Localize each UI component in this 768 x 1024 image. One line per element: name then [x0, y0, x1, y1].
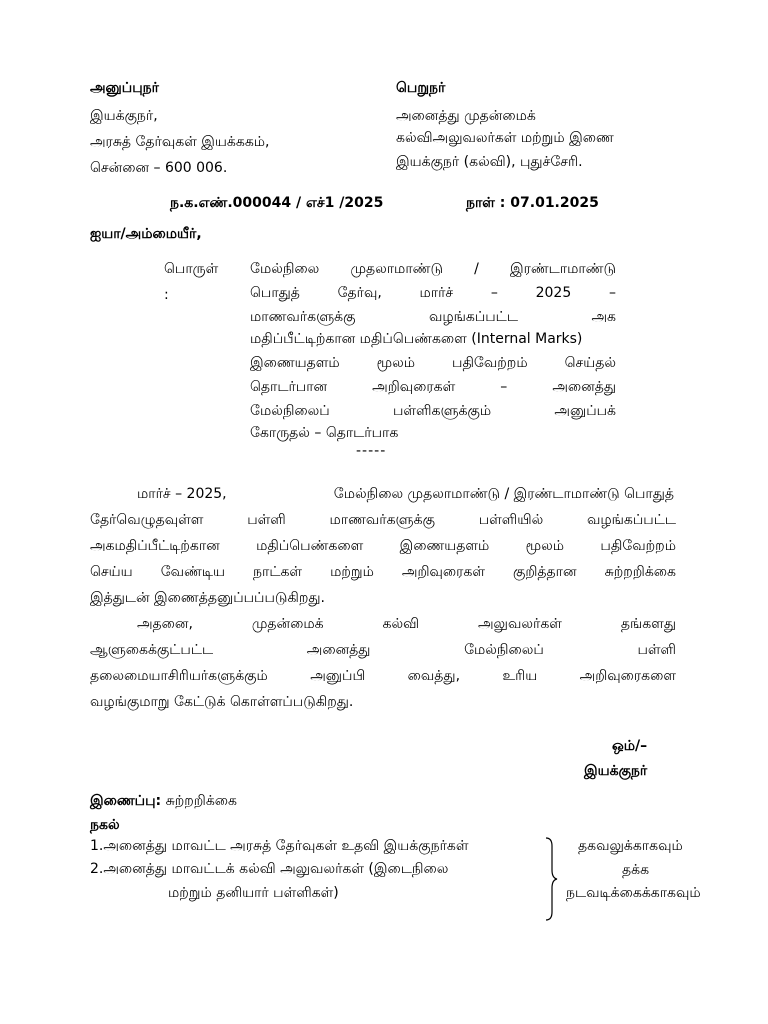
salutation: ஐயா/அம்மையீர், — [90, 226, 202, 242]
from-line-2: அரசுத் தேர்வுகள் இயக்ககம், — [90, 134, 270, 150]
copy-item-2-line-1: 2.அனைத்து மாவட்டக் கல்வி அலுவலர்கள் (இடைநிலை — [90, 861, 449, 877]
to-line-1: அனைத்து முதன்மைக் — [396, 108, 536, 124]
para1-line-1b: மேல்நிலை முதலாமாண்டு / இரண்டாமாண்டு பொதுத் — [333, 486, 674, 502]
para1-line-3: அகமதிப்பீட்டிற்கான மதிப்பெண்களை இணையதளம் மூலம் பதிவேற்றம் — [90, 538, 676, 554]
para1-line-2: தேர்வெழுதவுள்ள பள்ளி மாணவர்களுக்கு பள்ளியில் வழங்கப்பட்ட — [90, 512, 676, 528]
subject-line-6: தொடர்பான அறிவுரைகள் – அனைத்து — [250, 379, 616, 395]
copy-purpose-line-2: தக்க — [622, 862, 650, 878]
enclosure-value: சுற்றறிக்கை — [165, 793, 237, 809]
para1-line-5: இத்துடன் இணைத்தனுப்பப்படுகிறது. — [90, 590, 325, 606]
para2-line-2: ஆளுகைக்குட்பட்ட அனைத்து மேல்நிலைப் பள்ளி — [90, 642, 676, 658]
subject-line-1: மேல்நிலை முதலாமாண்டு / இரண்டாமாண்டு — [250, 261, 616, 277]
reference-number: ந.க.எண்.000044 / எச்1 /2025 — [170, 195, 384, 211]
enclosure-label: இணைப்பு: — [90, 793, 162, 809]
to-heading: பெறுநர் — [396, 80, 446, 96]
from-line-1: இயக்குநர், — [90, 108, 158, 124]
from-heading: அனுப்புநர் — [90, 80, 159, 96]
para2-line-4: வழங்குமாறு கேட்டுக் கொள்ளப்படுகிறது. — [90, 694, 354, 710]
signature-signed: ஒம்/– — [612, 738, 648, 754]
subject-line-4: மதிப்பீட்டிற்கான மதிப்பெண்களை (Internal Marks) — [250, 331, 583, 347]
subject-line-8: கோருதல் – தொடர்பாக — [250, 425, 399, 441]
subject-line-2: பொதுத் தேர்வு, மார்ச் – 2025 – — [250, 285, 616, 301]
para1-line-1a: மார்ச் – 2025, — [137, 486, 227, 502]
reference-date: நாள் : 07.01.2025 — [466, 195, 599, 211]
subject-line-3: மாணவர்களுக்கு வழங்கப்பட்ட அக — [250, 309, 616, 325]
right-brace-icon — [544, 836, 558, 922]
enclosure — [90, 793, 237, 811]
subject-line-7: மேல்நிலைப் பள்ளிகளுக்கும் அனுப்பக் — [250, 403, 616, 419]
from-line-3: சென்னை – 600 006. — [90, 160, 228, 176]
subject-label-colon: : — [164, 287, 169, 303]
copy-item-2-line-2: மற்றும் தனியார் பள்ளிகள்) — [168, 885, 339, 901]
copy-purpose-line-1: தகவலுக்காகவும் — [578, 838, 683, 854]
copy-heading: நகல் — [90, 817, 120, 833]
subject-label: பொருள் — [164, 261, 219, 277]
subject-separator: ----- — [356, 443, 387, 459]
copy-purpose-line-3: நடவடிக்கைக்காகவும் — [566, 885, 701, 901]
to-line-2: கல்விஅலுவலர்கள் மற்றும் இணை — [396, 130, 614, 146]
subject-line-5: இணையதளம் மூலம் பதிவேற்றம் செய்தல் — [250, 355, 616, 371]
to-line-3: இயக்குநர் (கல்வி), புதுச்சேரி. — [396, 154, 583, 170]
signature-title: இயக்குநர் — [584, 763, 648, 779]
para1-line-4: செய்ய வேண்டிய நாட்கள் மற்றும் அறிவுரைகள் குறித்தான சுற்றறிக்கை — [90, 564, 676, 580]
copy-item-1: 1.அனைத்து மாவட்ட அரசுத் தேர்வுகள் உதவி இயக்குநர்கள் — [90, 838, 469, 854]
para2-line-3: தலைமையாசிரியர்களுக்கும் அனுப்பி வைத்து, உரிய அறிவுரைகளை — [90, 668, 676, 684]
para2-line-1: அதனை, முதன்மைக் கல்வி அலுவலர்கள் தங்களது — [137, 616, 676, 632]
